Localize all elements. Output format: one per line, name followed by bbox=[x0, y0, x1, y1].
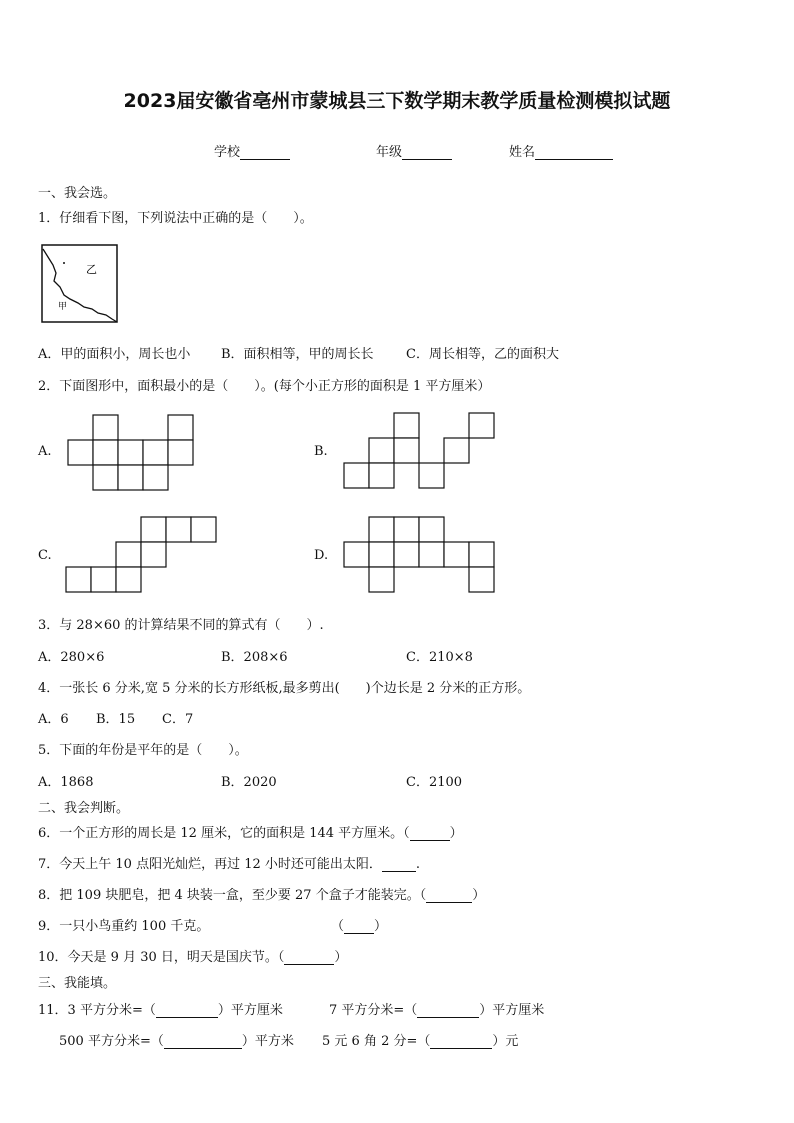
q11-p2-prefix: 7 平方分米=（ bbox=[329, 1003, 418, 1018]
q8 bbox=[38, 884, 485, 903]
q2-figure-b bbox=[342, 411, 497, 491]
q11-p2-blank[interactable] bbox=[417, 1003, 479, 1018]
q1-option-c[interactable]: C．周长相等，乙的面积大 bbox=[406, 347, 559, 362]
section-2-heading: 二、我会判断。 bbox=[38, 801, 130, 816]
q4-option-a[interactable]: A．6 bbox=[38, 712, 69, 727]
q7-period: . bbox=[415, 857, 421, 872]
school-blank[interactable] bbox=[240, 145, 290, 160]
q2-figure-a bbox=[66, 413, 196, 493]
q10-answer-blank[interactable] bbox=[284, 950, 334, 965]
q6-paren-open: （ bbox=[403, 826, 410, 841]
q5-option-c[interactable]: C．2100 bbox=[406, 775, 463, 790]
school-label: 学校 bbox=[214, 145, 241, 160]
name-label: 姓名 bbox=[509, 145, 536, 160]
name-field bbox=[509, 141, 613, 160]
q2-figure-c bbox=[64, 515, 222, 595]
q1-stem: 1．仔细看下图，下列说法中正确的是（ ）。 bbox=[38, 211, 313, 226]
q10-paren-open: （ bbox=[277, 950, 285, 965]
section-1-heading: 一、我会选。 bbox=[38, 186, 117, 201]
q7-text: 7．今天上午 10 点阳光灿烂，再过 12 小时还可能出太阳． bbox=[38, 857, 382, 872]
q11-p4-blank[interactable] bbox=[430, 1034, 492, 1049]
grade-label: 年级 bbox=[376, 145, 403, 160]
q1-figure bbox=[40, 243, 120, 325]
q8-paren-close: ） bbox=[472, 888, 486, 903]
q1-option-b[interactable]: B．面积相等，甲的周长长 bbox=[221, 347, 374, 362]
q3-option-a[interactable]: A．280×6 bbox=[38, 650, 105, 665]
q11-p3-suffix: ）平方米 bbox=[241, 1034, 294, 1049]
page-title: 2023届安徽省亳州市蒙城县三下数学期末教学质量检测模拟试题 bbox=[123, 90, 671, 112]
q2-option-b[interactable]: B. bbox=[314, 444, 328, 459]
q3-option-c[interactable]: C．210×8 bbox=[406, 650, 473, 665]
q11-p4-suffix: ）元 bbox=[492, 1034, 519, 1049]
q3-option-b[interactable]: B．208×6 bbox=[221, 650, 288, 665]
grade-field bbox=[376, 141, 452, 160]
q2-option-d[interactable]: D. bbox=[314, 548, 329, 563]
q7-answer-blank[interactable] bbox=[382, 857, 416, 872]
name-blank[interactable] bbox=[535, 145, 613, 160]
q1-label-jia: 甲 bbox=[58, 302, 68, 312]
q11-p1-suffix: ）平方厘米 bbox=[217, 1003, 283, 1018]
q11-part-4 bbox=[322, 1030, 518, 1049]
q6 bbox=[38, 822, 463, 841]
q11-part-1 bbox=[38, 999, 283, 1018]
grade-blank[interactable] bbox=[402, 145, 452, 160]
q11-part-3 bbox=[59, 1030, 294, 1049]
q10-text: 10．今天是 9 月 30 日，明天是国庆节。 bbox=[38, 950, 278, 965]
q11-p4-prefix: 5 元 6 角 2 分=（ bbox=[322, 1034, 431, 1049]
q9-answer-blank[interactable] bbox=[344, 919, 374, 934]
q9-paren-open: （ bbox=[331, 919, 345, 934]
q6-answer-blank[interactable] bbox=[410, 826, 450, 841]
q6-text: 6．一个正方形的周长是 12 厘米，它的面积是 144 平方厘米。 bbox=[38, 826, 404, 841]
q11-p3-blank[interactable] bbox=[164, 1034, 242, 1049]
q9-text: 9．一只小鸟重约 100 千克。 bbox=[38, 919, 210, 934]
q11-p1-blank[interactable] bbox=[156, 1003, 218, 1018]
q2-stem: 2．下面图形中，面积最小的是（ ）。(每个小正方形的面积是 1 平方厘米） bbox=[38, 379, 491, 394]
q2-option-a[interactable]: A. bbox=[38, 444, 52, 459]
q10 bbox=[38, 946, 347, 965]
q3-stem: 3．与 28×60 的计算结果不同的算式有（ ）. bbox=[38, 618, 324, 633]
q11-p1-prefix: 11．3 平方分米=（ bbox=[38, 1003, 156, 1018]
q5-option-b[interactable]: B．2020 bbox=[221, 775, 277, 790]
q1-label-yi: 乙 bbox=[86, 263, 97, 276]
q11-p3-prefix: 500 平方分米=（ bbox=[59, 1034, 164, 1049]
q6-paren-close: ） bbox=[449, 826, 463, 841]
section-3-heading: 三、我能填。 bbox=[38, 976, 117, 991]
q5-stem: 5．下面的年份是平年的是（ ）。 bbox=[38, 743, 248, 758]
school-field bbox=[214, 141, 290, 160]
q4-option-c[interactable]: C．7 bbox=[162, 712, 194, 727]
q2-option-c[interactable]: C. bbox=[38, 548, 52, 563]
q11-part-2 bbox=[329, 999, 544, 1018]
q8-text: 8．把 109 块肥皂，把 4 块装一盒，至少要 27 个盒子才能装完。 bbox=[38, 888, 420, 903]
q10-paren-close: ） bbox=[334, 950, 348, 965]
q4-option-b[interactable]: B．15 bbox=[96, 712, 136, 727]
q11-p2-suffix: ）平方厘米 bbox=[479, 1003, 545, 1018]
q7 bbox=[38, 853, 420, 872]
q8-paren-open: （ bbox=[419, 888, 427, 903]
q9-answer bbox=[331, 915, 387, 934]
q1-option-a[interactable]: A．甲的面积小，周长也小 bbox=[38, 347, 191, 362]
q2-figure-d bbox=[342, 515, 500, 595]
q5-option-a[interactable]: A．1868 bbox=[38, 775, 94, 790]
q8-answer-blank[interactable] bbox=[426, 888, 472, 903]
q9-paren-close: ） bbox=[374, 919, 388, 934]
q4-stem: 4．一张长 6 分米,宽 5 分米的长方形纸板,最多剪出( )个边长是 2 分米的正方形。 bbox=[38, 681, 531, 696]
